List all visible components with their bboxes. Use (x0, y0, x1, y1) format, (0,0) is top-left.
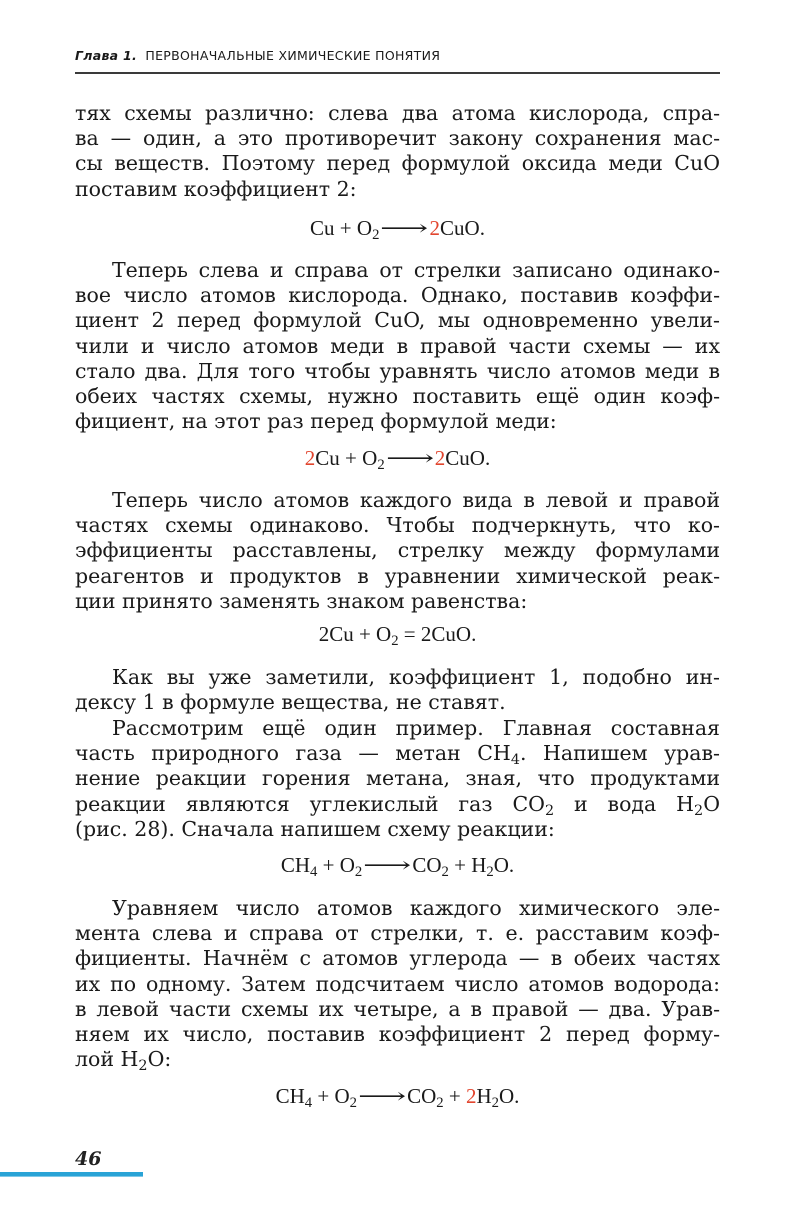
equation-1: $Cu + O_2⟶2CuO$. (310, 216, 485, 243)
chapter-title: ПЕРВОНАЧАЛЬНЫЕ ХИМИЧЕСКИЕ ПОНЯТИЯ (145, 48, 441, 63)
text-line: Уравняем число атомов каждого химического эле- (112, 896, 720, 920)
text-line: няем их число, поставив коэффициент 2 перед форму- (75, 1021, 720, 1046)
coefficient: 2 (465, 1084, 477, 1108)
text-line: фициент, на этот раз перед формулой меди: (75, 409, 557, 434)
text-line: вое число атомов кислорода. Однако, поставив коэффи- (75, 283, 720, 308)
paragraph-6 (75, 896, 720, 1075)
text-line: циент 2 перед формулой CuO, мы одновременно увели- (75, 308, 720, 333)
page-number: 46 (75, 1148, 102, 1170)
paragraph-2 (75, 258, 720, 434)
text-line: частях схемы одинаково. Чтобы подчеркнуть, что ко- (75, 513, 720, 538)
text-line: их по одному. Затем подсчитаем число атомов водорода: (75, 971, 720, 996)
running-header (75, 48, 720, 74)
equation-2: $2Cu + O_2⟶2CuO$. (304, 446, 491, 473)
text-line: Теперь число атомов каждого вида в левой и правой (112, 488, 720, 512)
arrow-symbol: ⟶ (380, 216, 429, 240)
text-line: фициенты. Начнём с атомов углерода — в обеих частях (75, 946, 720, 971)
chapter-label: Глава 1. (75, 48, 138, 63)
arrow-symbol: ⟶ (357, 1084, 407, 1108)
paragraph-3 (75, 488, 720, 614)
text-line: реагентов и продуктов в уравнении химической реак- (75, 563, 720, 588)
equation-5: $CH_4$ + $O_2⟶CO_2 + 2H_2O$. (275, 1084, 520, 1111)
text-line: часть природного газа — метан $CH_4$. Напишем урав- (75, 741, 720, 769)
text-line: Как вы уже заметили, коэффициент 1, подобно ин- (112, 665, 720, 689)
text-line: ва — один, а это противоречит закону сохранения мас- (75, 126, 720, 151)
text-line: дексу 1 в формуле вещества, не ставят. (75, 690, 506, 715)
text-line: реакции являются углекислый газ $CO_2$ и вода $H_2O$ (75, 791, 720, 819)
text-line: обеих частях схемы, нужно поставить ещё один коэф- (75, 383, 720, 408)
coefficient: 2 (429, 216, 441, 240)
text-line: сы веществ. Поэтому перед формулой оксида меди CuO (75, 151, 720, 176)
paragraph-4 (75, 665, 720, 715)
text-line: стало два. Для того чтобы уравнять число атомов меди в (75, 358, 720, 383)
paragraph-5 (75, 716, 720, 842)
text-line: эффициенты расставлены, стрелку между формулами (75, 538, 720, 563)
text-line: лой $H_2O$: (75, 1047, 172, 1075)
text-line: Рассмотрим ещё один пример. Главная составная (112, 716, 720, 740)
text-line: мента слева и справа от стрелки, т. е. расставим коэф- (75, 921, 720, 946)
equation-4: $CH_4$ + $O_2⟶CO_2 + H_2O$. (280, 853, 515, 880)
equation-3: $2Cu + O_2 = 2CuO$. (318, 622, 477, 649)
text-line: чили и число атомов меди в правой части схемы — их (75, 333, 720, 358)
text-line: ции принято заменять знаком равенства: (75, 588, 528, 613)
text-line: (рис. 28). Сначала напишем схему реакции: (75, 816, 555, 841)
arrow-symbol: ⟶ (363, 853, 412, 877)
paragraph-1 (75, 101, 720, 202)
coefficient: 2 (304, 446, 316, 470)
text-line: в левой части схемы их четыре, а в правой — два. Урав- (75, 996, 720, 1021)
text-line: поставим коэффициент 2: (75, 176, 357, 201)
text-line: нение реакции горения метана, зная, что продуктами (75, 766, 720, 791)
text-line: тях схемы различно: слева два атома кислорода, спра- (75, 101, 720, 125)
footer-accent-line (0, 1176, 143, 1177)
coefficient: 2 (434, 446, 446, 470)
text-line: Теперь слева и справа от стрелки записано одинако- (112, 258, 720, 282)
arrow-symbol: ⟶ (385, 446, 434, 470)
